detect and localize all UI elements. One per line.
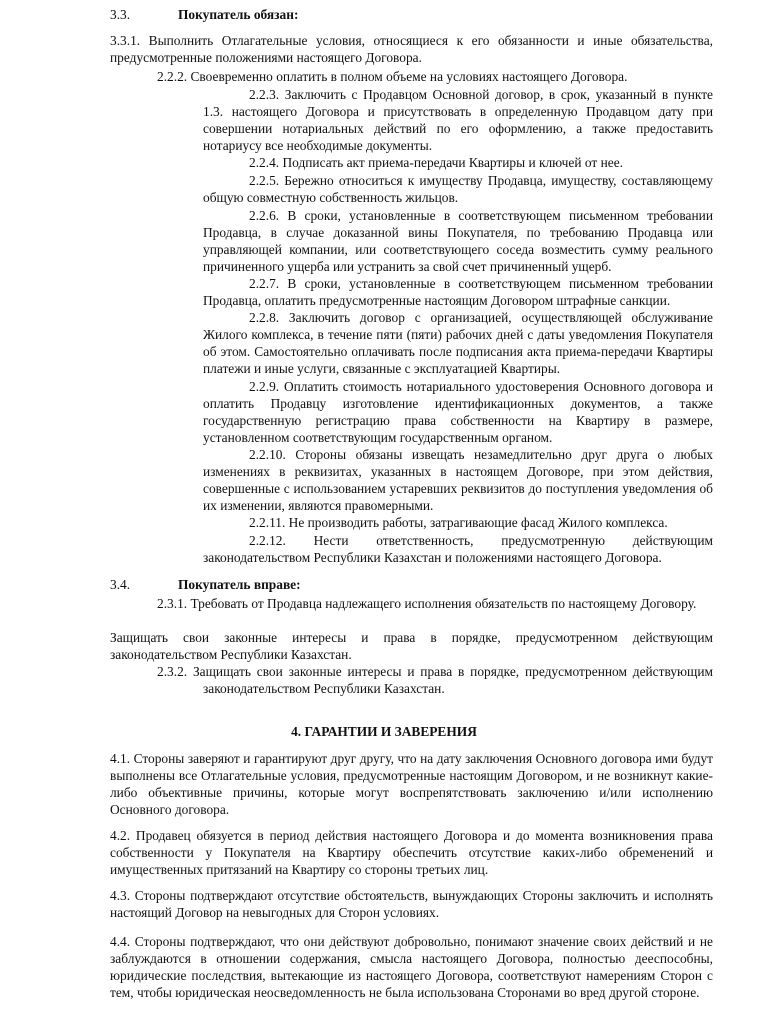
clause-2-2-7: 2.2.7. В сроки, установленные в соответствующем письменном требовании Продавца, оплатить предусмотренные настоящим Договором штрафные санкции. [203, 276, 713, 308]
clause-4-4: 4.4. Стороны подтверждают, что они действуют добровольно, понимают значение своих действий и не заблуждаются в отношении содержания, смысла настоящего Договора, полностью дееспособны, юридические последствия, вытекающие из настоящего Договора, соответствуют намерениям Сторон с тем, чтобы юридическая неосведомленность не была использована Сторонами во вред другой стороне. [110, 934, 713, 1000]
clause-2-2-11: 2.2.11. Не производить работы, затрагивающие фасад Жилого комплекса. [249, 515, 668, 530]
clause-2-2-9: 2.2.9. Оплатить стоимость нотариального удостоверения Основного договора и оплатить Продавцу изготовление идентификационных документов, а также государственную регистрацию права собственности на Квартиру в размере, установленном соответствующим государственным органом. [203, 379, 713, 445]
clause-2-2-10: 2.2.10. Стороны обязаны извещать незамедлительно друг друга о любых изменениях в реквизитах, указанных в настоящем Договоре, при этом действия, совершенные с использованием устаревших реквизитов до поступления уведомления об их изменении, являются правомерными. [203, 447, 713, 513]
section-title-3-3: Покупатель обязан: [178, 7, 299, 22]
clause-2-2-5: 2.2.5. Бережно относиться к имуществу Продавца, имуществу, составляющему общую совместную собственность жильцов. [203, 173, 713, 205]
clause-4-3: 4.3. Стороны подтверждают отсутствие обстоятельств, вынуждающих Стороны заключить и исполнять настоящий Договор на невыгодных для Сторон условиях. [110, 888, 713, 920]
clause-3-3-1: 3.3.1. Выполнить Отлагательные условия, относящиеся к его обязанности и иные обязательства, предусмотренные положениями настоящего Договора. [110, 33, 713, 65]
section-number-3-4: 3.4. [110, 577, 131, 592]
clause-2-2-12: 2.2.12. Нести ответственность, предусмотренную действующим законодательством Республики Казахстан и положениями настоящего Договора. [203, 533, 713, 565]
clause-2-2-4: 2.2.4. Подписать акт приема-передачи Квартиры и ключей от нее. [249, 155, 623, 170]
clause-2-2-3: 2.2.3. Заключить с Продавцом Основной договор, в срок, указанный в пункте 1.3. настоящего Договора и присутствовать в определенную Продавцом дату при совершении нотариальных действий по его оформлению, а также предоставить нотариусу все необходимые документы. [203, 87, 713, 153]
clause-4-1: 4.1. Стороны заверяют и гарантируют друг другу, что на дату заключения Основного договора ими будут выполнены все Отлагательные условия, предусмотренные настоящим Договором, и не возникнут какие-либо объективные причины, которые могут воспрепятствовать заключению и/или исполнению Основного договора. [110, 751, 713, 817]
clause-2-2-2: 2.2.2. Своевременно оплатить в полном объеме на условиях настоящего Договора. [157, 69, 628, 84]
clause-2-3-2: 2.3.2. Защищать свои законные интересы и права в порядке, предусмотренном действующим законодательством Республики Казахстан. [157, 664, 713, 696]
section-title-3-4: Покупатель вправе: [178, 577, 301, 592]
clause-protect-rights: Защищать свои законные интересы и права в порядке, предусмотренном действующим законодательством Республики Казахстан. [110, 630, 713, 662]
section-heading-4: 4. ГАРАНТИИ И ЗАВЕРЕНИЯ [291, 724, 477, 739]
section-number-3-3: 3.3. [110, 7, 131, 22]
clause-2-2-6: 2.2.6. В сроки, установленные в соответствующем письменном требовании Продавца, в случае доказанной вины Покупателя, по требованию Продавца или управляющей компании, или соответствующего соседа возместить сумму реального причиненного ущерба или устранить за свой счет причиненный ущерб. [203, 208, 713, 274]
clause-2-3-1: 2.3.1. Требовать от Продавца надлежащего исполнения обязательств по настоящему Договору. [157, 596, 697, 611]
clause-2-2-8: 2.2.8. Заключить договор с организацией, осуществляющей обслуживание Жилого комплекса, в течение пяти (пяти) рабочих дней с даты уведомления Покупателя об этом. Самостоятельно оплачивать после подписания акта приема-передачи Квартиры платежи и иные услуги, связанные с эксплуатацией Квартиры. [203, 310, 713, 376]
clause-4-2: 4.2. Продавец обязуется в период действия настоящего Договора и до момента возникновения права собственности у Покупателя на Квартиру обеспечить отсутствие каких-либо обременений и имущественных притязаний на Квартиру со стороны третьих лиц. [110, 828, 713, 877]
